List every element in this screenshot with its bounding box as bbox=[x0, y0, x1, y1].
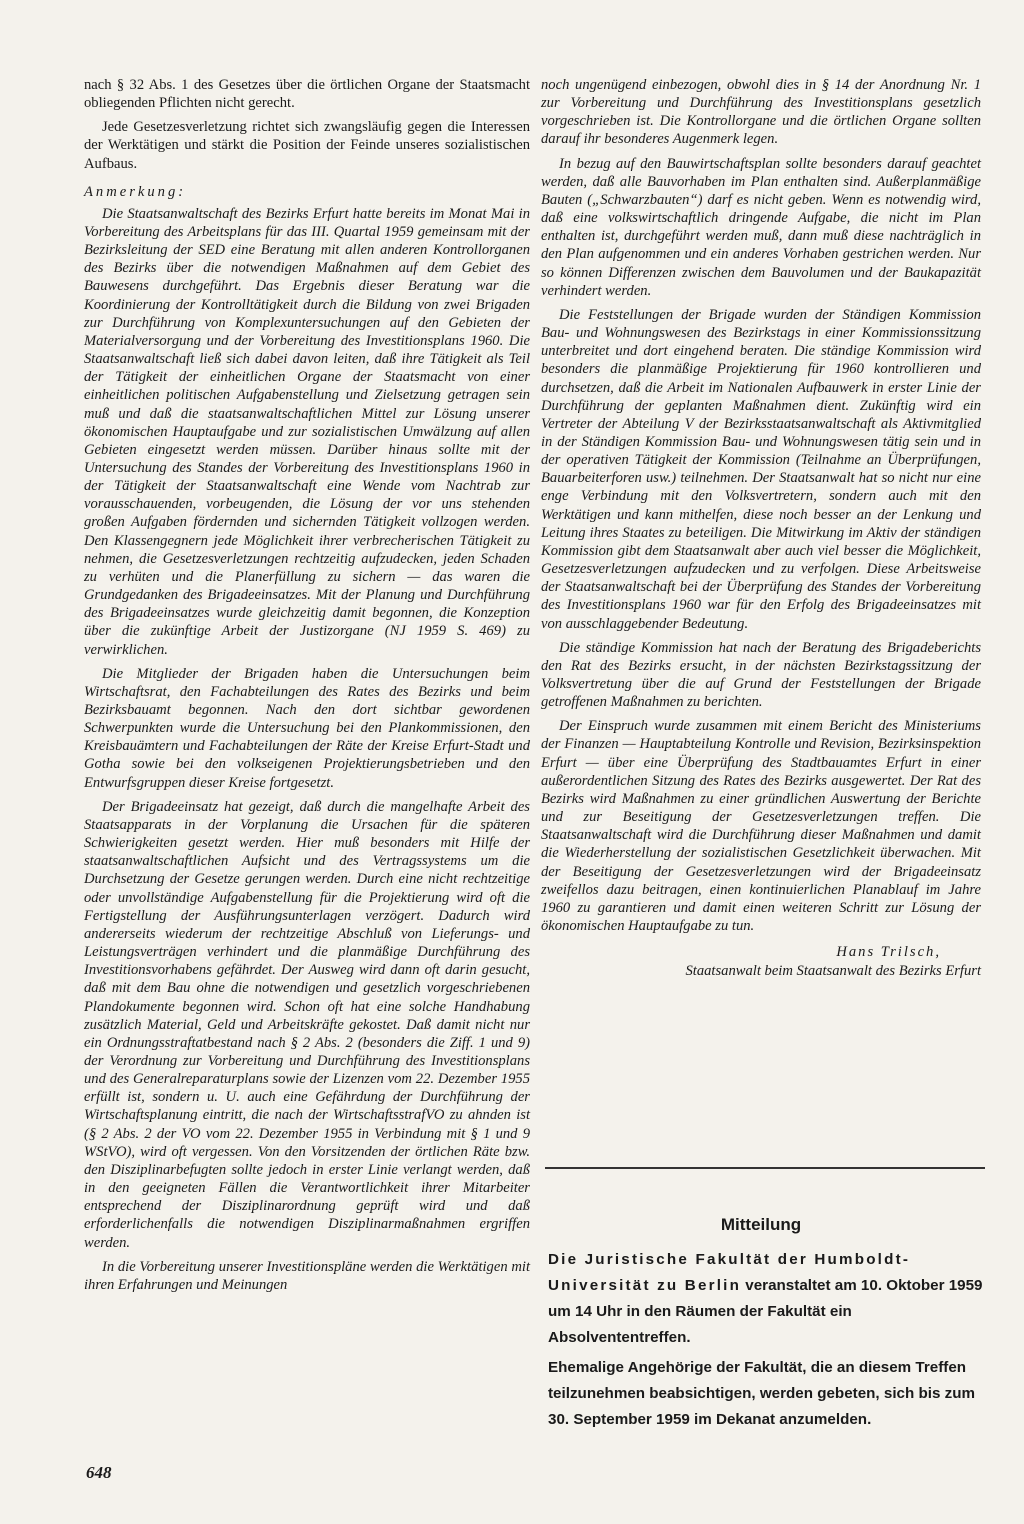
paragraph: Die ständige Kommission hat nach der Beratung des Brigadeberichts den Rat des Bezirks ersucht, in der nächsten Bezirkstagssitzung der Volksvertretung über die auf Grund der Feststellungen der Brigade getroffenen Maßnahmen zu berichten. bbox=[541, 639, 981, 711]
paragraph: noch ungenügend einbezogen, obwohl dies in § 14 der Anordnung Nr. 1 zur Vorbereitung und Durchführung des Investitionsplans gesetzlich vorgeschrieben ist. Die Kontrollorgane und die örtlichen Organe sollten darauf ihr besonderes Augenmerk legen. bbox=[541, 77, 981, 148]
notice-text: veranstaltet am 10. Oktober 1959 um 14 Uhr in den Räumen der Fakultät ein Absolvententreffen. bbox=[548, 1277, 983, 1346]
section-divider bbox=[545, 1167, 985, 1169]
paragraph: Die Feststellungen der Brigade wurden der Ständigen Kommission Bau- und Wohnungswesen des Bezirkstags in einer Kommissionssitzung unterbreitet und dort eingehend beraten. Die ständige Kommission wird besonders die planmäßige Projektierung für 1960 kontrollieren und durchsetzen, daß die Arbeit im Nationalen Aufbauwerk in erster Linie der Durchführung der geplanten Maßnahmen dient. Zukünftig wird ein Vertreter der Abteilung V der Bezirksstaatsanwaltschaft als Aktivmitglied in der Ständigen Kommission Bau- und Wohnungswesen tätig sein und in der operativen Tätigkeit der Kommission (Teilnahme an Überprüfungen, Bauarbeiterforen usw.) teilnehmen. Der Staatsanwalt hat so nicht nur eine enge Verbindung mit den Volksvertretern, sondern auch mit den Werktätigen und kann mithelfen, diese noch besser an der Lenkung und Leitung ihres Staates zu beteiligen. Die Mitwirkung im Aktiv der ständigen Kommission gibt dem Staatsanwalt aber auch viel besser die Möglichkeit, Gesetzesverletzungen aufzudecken und zu verfolgen. Diese Arbeitsweise der Staatsanwaltschaft bei der Überprüfung des Standes der Vorbereitung des Investitionsplans 1960 war für den Erfolg des Brigadeeinsatzes mit von ausschlaggebender Bedeutung. bbox=[541, 306, 981, 632]
paragraph: nach § 32 Abs. 1 des Gesetzes über die örtlichen Organe der Staatsmacht obliegenden Pflichten nicht gerecht. bbox=[84, 77, 530, 112]
page-number: 648 bbox=[86, 1463, 112, 1482]
paragraph: Der Einspruch wurde zusammen mit einem Bericht des Ministeriums der Finanzen — Hauptabteilung Kontrolle und Revision, Bezirksinspektion Erfurt — über eine Überprüfung des Stadtbauamtes Erfurt in einer außerordentlichen Sitzung des Rates des Bezirks ausgewertet. Der Rat des Bezirks wird Maßnahmen zu einer gründlichen Auswertung der Berichte und zur Beseitigung der Gesetzesverletzungen treffen. Die Staatsanwaltschaft wird die Durchführung dieser Maßnahmen und damit die Wiederherstellung der sozialistischen Gesetzlichkeit überwachen. Mit der Beseitigung der Gesetzesverletzungen wird der Brigadeeinsatz zweifellos dazu beitragen, einen kontinuierlichen Planablauf im Jahre 1960 zu garantieren und damit einen weiteren Schritt zur Lösung der ökonomischen Hauptaufgabe zu tun. bbox=[541, 718, 981, 935]
paragraph: Jede Gesetzesverletzung richtet sich zwangsläufig gegen die Interessen der Werktätigen und stärkt die Position der Feinde unseres sozialistischen Aufbaus. bbox=[84, 119, 530, 172]
mitteilung-paragraph-2: Ehemalige Angehörige der Fakultät, die an diesem Treffen teilzunehmen beabsichtigen, werden gebeten, sich bis zum 30. September 1959 im Dekanat anzumelden. bbox=[548, 1359, 976, 1428]
paragraph: In die Vorbereitung unserer Investitionspläne werden die Werktätigen mit ihren Erfahrungen und Meinungen bbox=[84, 1258, 530, 1293]
paragraph: In bezug auf den Bauwirtschaftsplan sollte besonders darauf geachtet werden, daß alle Bauvorhaben im Plan enthalten sind. Außerplanmäßige Bauten („Schwarzbauten“) darf es nicht geben. Wenn es notwendig wird, daß eine volkswirtschaftlich dringende Aufgabe, die nicht im Plan enthalten ist, durchgeführt werden muß, dann muß diese nachträglich in den Plan aufgenommen und ein anderes Vorhaben gestrichen werden. Nur so können Differenzen zwischen dem Bauvolumen und der Baukapazität verhindert werden. bbox=[541, 155, 981, 299]
anmerkung-heading: Anmerkung: bbox=[84, 183, 187, 200]
mitteilung-registration bbox=[548, 1355, 984, 1433]
signature-name: Hans Trilsch, bbox=[836, 944, 941, 961]
paragraph: Die Mitglieder der Brigaden haben die Untersuchungen beim Wirtschaftsrat, den Fachabteilungen des Rates des Bezirks und beim Bezirksbauamt begonnen. Nach den dort sichtbar gewordenen Schwerpunkten wurde die Untersuchung bei den Plankommissionen, den Kreisbauämtern und Fachabteilungen der Räte der Kreise Erfurt-Stadt und Gotha sowie bei den volkseigenen Projektierungsbetrieben und den Entwurfsgruppen dieser Kreise fortgesetzt. bbox=[84, 665, 530, 791]
mitteilung-notice bbox=[548, 1247, 984, 1351]
mitteilung-paragraph-1 bbox=[548, 1247, 984, 1351]
paragraph: Die Staatsanwaltschaft des Bezirks Erfurt hatte bereits im Monat Mai in Vorbereitung des Arbeitsplans für das III. Quartal 1959 gemeinsam mit der Bezirksleitung der SED eine Beratung mit allen anderen Kontrollorganen des Bezirks über die notwendigen Maßnahmen auf dem Gebiet des Bauwesens durchgeführt. Das Ergebnis dieser Beratung war die Koordinierung der Kontrolltätigkeit durch die Bildung von zwei Brigaden zur Durchführung von Komplexuntersuchungen auf den Gebieten der Materialversorgung und der Vorbereitung des Investitionsplans 1960. Die Staatsanwaltschaft ließ sich dabei davon leiten, daß ihre Tätigkeit als Teil der Tätigkeit der einheitlichen Organe der Staatsmacht von einer einheitlichen politischen Aufgabenstellung und Zielsetzung getragen sein muß und daß die staatsanwaltschaftlichen Mittel zur Lösung unserer ökonomischen Hauptaufgabe und zur sozialistischen Umwälzung auf allen Gebieten eingesetzt werden müssen. Darüber hinaus sollte mit der Untersuchung des Standes der Vorbereitung des Investitionsplans 1960 in der Tätigkeit der Staatsanwaltschaft eine Wende vom Nachtrab zur vorausschauenden, vorbeugenden, die Lösung der vor uns stehenden großen Aufgaben fördernden und sichernden Tätigkeit vollzogen werden. Den Klassengegnern jede Möglichkeit ihrer verbrecherischen Tätigkeit zu nehmen, die Gesetzesverletzungen rechtzeitig aufzudecken, jeden Schaden zu verhüten und die Planerfüllung zu sichern — das waren die Grundgedanken des Brigadeeinsatzes. Mit der Planung und Durchführung des Brigadeeinsatzes wurde gleichzeitig damit begonnen, die Konzeption über die zukünftige Arbeit der Justizorgane (NJ 1959 S. 469) zu verwirklichen. bbox=[84, 205, 530, 658]
faculty-name: Die Juristische Fakultät der Humboldt- bbox=[548, 1251, 911, 1268]
paragraph: Der Brigadeeinsatz hat gezeigt, daß durch die mangelhafte Arbeit des Staatsapparats in der Vorplanung die Ursachen für die späteren Schwierigkeiten gesetzt werden. Hier muß besonders mit Hilfe der staatsanwaltschaftlichen Aufsicht und des Vertragssystems um die Durchsetzung der Gesetze gerungen werden. Durch eine nicht rechtzeitige oder unvollständige Aufgabenstellung für die Projektierung wird oft die Fertigstellung der Ausführungsunterlagen verzögert. Dadurch wird andererseits wiederum der rechtzeitige Abschluß von Lieferungs- und Leistungsverträgen verhindert und die planmäßige Durchführung des Investitionsvorhabens gefährdet. Der Ausweg wird dann oft darin gesucht, daß mit dem Bau ohne die notwendigen und gesetzlich vorgeschriebenen Plandokumente begonnen wird. Schon oft hat eine solche Handhabung zusätzlich Material, Geld und Arbeitskräfte gekostet. Daß damit nicht nur ein Ordnungsstraftatbestand nach § 2 Abs. 2 (besonders die Ziff. 1 und 9) der Verordnung zur Vorbereitung und Durchführung des Investitionsplans und des Generalreparaturplans sowie der Lizenzen vom 22. Dezember 1955 erfüllt ist, sondern u. U. auch eine Gefährdung der Durchführung der Wirtschaftsplanung eintritt, die nach der WirtschaftsstrafVO zu ahnden ist (§ 2 Abs. 2 der VO vom 22. Dezember 1955 in Verbindung mit § 1 und 9 WStVO), wird oft vergessen. Von den Vorsitzenden der örtlichen Räte bzw. den Disziplinarbefugten sollte jedoch in erster Linie verlangt werden, daß in den geeigneten Fällen die Verantwortlichkeit ihrer Mitarbeiter entsprechend der Disziplinarordnung geprüft wird und daß erforderlichenfalls die notwendigen Disziplinarmaßnahmen ergriffen werden. bbox=[84, 798, 530, 1251]
university-name: Universität zu Berlin bbox=[548, 1277, 742, 1294]
right-column bbox=[541, 76, 981, 981]
left-column bbox=[84, 76, 530, 1300]
signature-role: Staatsanwalt beim Staatsanwalt des Bezirks Erfurt bbox=[685, 963, 981, 980]
mitteilung-title: Mitteilung bbox=[720, 1215, 802, 1234]
